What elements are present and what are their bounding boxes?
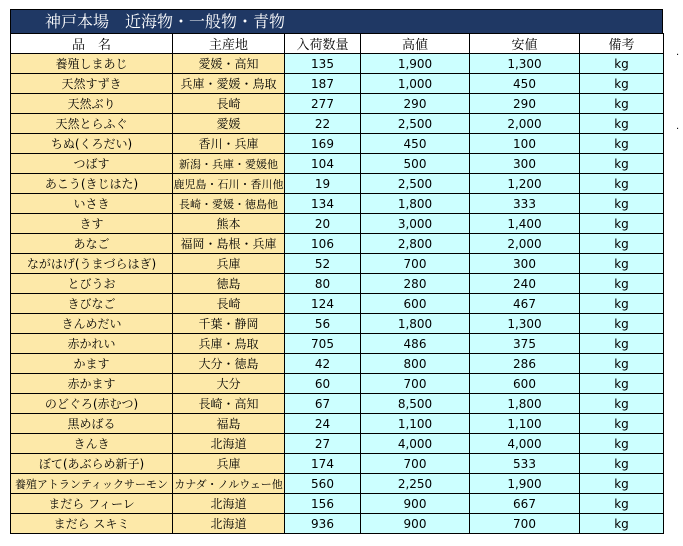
header-name: 品 名 bbox=[11, 34, 173, 54]
cell-name: まだら フィーレ bbox=[11, 494, 173, 514]
table-row bbox=[11, 274, 664, 294]
price-table bbox=[10, 33, 664, 534]
cell-low-price: 375 bbox=[470, 334, 580, 354]
cell-origin: 鹿児島・石川・香川他 bbox=[173, 174, 285, 194]
cell-quantity: 174 bbox=[285, 454, 361, 474]
cell-remarks: kg bbox=[580, 194, 664, 214]
cell-origin: 福島 bbox=[173, 414, 285, 434]
cell-quantity: 27 bbox=[285, 434, 361, 454]
cell-name: あなご bbox=[11, 234, 173, 254]
cell-low-price: 700 bbox=[470, 514, 580, 534]
cell-remarks: kg bbox=[580, 54, 664, 74]
cell-name: きんき bbox=[11, 434, 173, 454]
table-row bbox=[11, 94, 664, 114]
cell-remarks: kg bbox=[580, 494, 664, 514]
cell-quantity: 52 bbox=[285, 254, 361, 274]
table-row bbox=[11, 74, 664, 94]
table-row bbox=[11, 374, 664, 394]
side-mark: · bbox=[676, 124, 680, 135]
cell-quantity: 936 bbox=[285, 514, 361, 534]
cell-remarks: kg bbox=[580, 94, 664, 114]
cell-name: ながはげ(うまづらはぎ) bbox=[11, 254, 173, 274]
table-row bbox=[11, 294, 664, 314]
cell-high-price: 1,000 bbox=[361, 74, 470, 94]
cell-quantity: 277 bbox=[285, 94, 361, 114]
cell-name: 天然すずき bbox=[11, 74, 173, 94]
cell-high-price: 900 bbox=[361, 514, 470, 534]
cell-high-price: 900 bbox=[361, 494, 470, 514]
table-row bbox=[11, 234, 664, 254]
cell-high-price: 1,800 bbox=[361, 314, 470, 334]
header-high-price: 高値 bbox=[361, 34, 470, 54]
header-row bbox=[11, 34, 664, 54]
cell-remarks: kg bbox=[580, 454, 664, 474]
cell-name: 養殖しまあじ bbox=[11, 54, 173, 74]
cell-origin: 北海道 bbox=[173, 434, 285, 454]
cell-remarks: kg bbox=[580, 334, 664, 354]
cell-low-price: 1,300 bbox=[470, 54, 580, 74]
cell-low-price: 2,000 bbox=[470, 114, 580, 134]
cell-remarks: kg bbox=[580, 274, 664, 294]
cell-low-price: 4,000 bbox=[470, 434, 580, 454]
cell-high-price: 1,800 bbox=[361, 194, 470, 214]
table-row bbox=[11, 114, 664, 134]
table-row bbox=[11, 214, 664, 234]
cell-low-price: 2,000 bbox=[470, 234, 580, 254]
header-quantity: 入荷数量 bbox=[285, 34, 361, 54]
cell-quantity: 42 bbox=[285, 354, 361, 374]
cell-origin: 大分 bbox=[173, 374, 285, 394]
cell-high-price: 4,000 bbox=[361, 434, 470, 454]
cell-name: きんめだい bbox=[11, 314, 173, 334]
cell-low-price: 1,200 bbox=[470, 174, 580, 194]
cell-quantity: 20 bbox=[285, 214, 361, 234]
cell-origin: 愛媛・高知 bbox=[173, 54, 285, 74]
cell-remarks: kg bbox=[580, 114, 664, 134]
table-row bbox=[11, 514, 664, 534]
cell-quantity: 22 bbox=[285, 114, 361, 134]
cell-low-price: 667 bbox=[470, 494, 580, 514]
cell-quantity: 560 bbox=[285, 474, 361, 494]
cell-origin: 愛媛 bbox=[173, 114, 285, 134]
cell-low-price: 533 bbox=[470, 454, 580, 474]
cell-quantity: 134 bbox=[285, 194, 361, 214]
table-row bbox=[11, 154, 664, 174]
cell-origin: カナダ・ノルウェー他 bbox=[173, 474, 285, 494]
table-title: 神戸本場 近海物・一般物・青物 bbox=[10, 9, 663, 33]
cell-name: あこう(きじはた) bbox=[11, 174, 173, 194]
cell-quantity: 705 bbox=[285, 334, 361, 354]
cell-high-price: 500 bbox=[361, 154, 470, 174]
cell-origin: 兵庫 bbox=[173, 454, 285, 474]
table-row bbox=[11, 454, 664, 474]
cell-high-price: 2,800 bbox=[361, 234, 470, 254]
cell-origin: 長崎・高知 bbox=[173, 394, 285, 414]
cell-quantity: 60 bbox=[285, 374, 361, 394]
cell-name: まだら スキミ bbox=[11, 514, 173, 534]
header-remarks: 備考 bbox=[580, 34, 664, 54]
cell-remarks: kg bbox=[580, 434, 664, 454]
cell-remarks: kg bbox=[580, 254, 664, 274]
cell-low-price: 1,300 bbox=[470, 314, 580, 334]
cell-remarks: kg bbox=[580, 414, 664, 434]
cell-name: かます bbox=[11, 354, 173, 374]
cell-high-price: 2,250 bbox=[361, 474, 470, 494]
cell-high-price: 700 bbox=[361, 374, 470, 394]
cell-low-price: 1,400 bbox=[470, 214, 580, 234]
cell-low-price: 100 bbox=[470, 134, 580, 154]
cell-quantity: 67 bbox=[285, 394, 361, 414]
cell-name: ぼて(あぶらめ新子) bbox=[11, 454, 173, 474]
cell-low-price: 240 bbox=[470, 274, 580, 294]
cell-remarks: kg bbox=[580, 154, 664, 174]
cell-origin: 熊本 bbox=[173, 214, 285, 234]
table-row bbox=[11, 394, 664, 414]
cell-quantity: 56 bbox=[285, 314, 361, 334]
cell-high-price: 3,000 bbox=[361, 214, 470, 234]
cell-origin: 北海道 bbox=[173, 514, 285, 534]
cell-low-price: 300 bbox=[470, 254, 580, 274]
table-row bbox=[11, 194, 664, 214]
cell-remarks: kg bbox=[580, 214, 664, 234]
cell-origin: 兵庫 bbox=[173, 254, 285, 274]
cell-remarks: kg bbox=[580, 294, 664, 314]
cell-low-price: 333 bbox=[470, 194, 580, 214]
cell-name: つばす bbox=[11, 154, 173, 174]
cell-high-price: 700 bbox=[361, 254, 470, 274]
table-row bbox=[11, 254, 664, 274]
cell-remarks: kg bbox=[580, 234, 664, 254]
table-row bbox=[11, 434, 664, 454]
cell-high-price: 290 bbox=[361, 94, 470, 114]
cell-origin: 千葉・静岡 bbox=[173, 314, 285, 334]
cell-low-price: 600 bbox=[470, 374, 580, 394]
cell-quantity: 104 bbox=[285, 154, 361, 174]
table-row bbox=[11, 414, 664, 434]
header-low-price: 安値 bbox=[470, 34, 580, 54]
side-mark: · bbox=[676, 50, 680, 61]
cell-name: きびなご bbox=[11, 294, 173, 314]
cell-high-price: 486 bbox=[361, 334, 470, 354]
cell-low-price: 450 bbox=[470, 74, 580, 94]
cell-quantity: 24 bbox=[285, 414, 361, 434]
cell-quantity: 19 bbox=[285, 174, 361, 194]
cell-high-price: 800 bbox=[361, 354, 470, 374]
cell-high-price: 1,900 bbox=[361, 54, 470, 74]
cell-name: のどぐろ(赤むつ) bbox=[11, 394, 173, 414]
cell-low-price: 286 bbox=[470, 354, 580, 374]
cell-origin: 北海道 bbox=[173, 494, 285, 514]
cell-quantity: 124 bbox=[285, 294, 361, 314]
cell-remarks: kg bbox=[580, 374, 664, 394]
cell-name: 赤かれい bbox=[11, 334, 173, 354]
table-row bbox=[11, 314, 664, 334]
cell-name: 黒めばる bbox=[11, 414, 173, 434]
table-row bbox=[11, 334, 664, 354]
cell-remarks: kg bbox=[580, 134, 664, 154]
cell-remarks: kg bbox=[580, 74, 664, 94]
table-row bbox=[11, 474, 664, 494]
table-body bbox=[11, 54, 664, 534]
cell-name: 赤かます bbox=[11, 374, 173, 394]
cell-low-price: 300 bbox=[470, 154, 580, 174]
table-row bbox=[11, 174, 664, 194]
cell-high-price: 280 bbox=[361, 274, 470, 294]
cell-high-price: 2,500 bbox=[361, 114, 470, 134]
cell-name: きす bbox=[11, 214, 173, 234]
cell-origin: 長崎 bbox=[173, 94, 285, 114]
cell-remarks: kg bbox=[580, 174, 664, 194]
cell-remarks: kg bbox=[580, 394, 664, 414]
cell-high-price: 700 bbox=[361, 454, 470, 474]
cell-quantity: 106 bbox=[285, 234, 361, 254]
cell-remarks: kg bbox=[580, 314, 664, 334]
table-row bbox=[11, 354, 664, 374]
cell-low-price: 1,100 bbox=[470, 414, 580, 434]
cell-origin: 兵庫・鳥取 bbox=[173, 334, 285, 354]
cell-quantity: 135 bbox=[285, 54, 361, 74]
cell-low-price: 290 bbox=[470, 94, 580, 114]
cell-name: ちぬ(くろだい) bbox=[11, 134, 173, 154]
cell-origin: 大分・徳島 bbox=[173, 354, 285, 374]
cell-origin: 香川・兵庫 bbox=[173, 134, 285, 154]
cell-high-price: 600 bbox=[361, 294, 470, 314]
cell-origin: 兵庫・愛媛・鳥取 bbox=[173, 74, 285, 94]
cell-origin: 福岡・島根・兵庫 bbox=[173, 234, 285, 254]
cell-remarks: kg bbox=[580, 514, 664, 534]
cell-low-price: 1,800 bbox=[470, 394, 580, 414]
cell-quantity: 156 bbox=[285, 494, 361, 514]
cell-remarks: kg bbox=[580, 354, 664, 374]
cell-high-price: 8,500 bbox=[361, 394, 470, 414]
cell-high-price: 1,100 bbox=[361, 414, 470, 434]
price-table-container bbox=[10, 9, 664, 534]
table-row bbox=[11, 494, 664, 514]
cell-name: とびうお bbox=[11, 274, 173, 294]
header-origin: 主産地 bbox=[173, 34, 285, 54]
cell-low-price: 467 bbox=[470, 294, 580, 314]
cell-name: 養殖アトランティックサーモン bbox=[11, 474, 173, 494]
cell-quantity: 187 bbox=[285, 74, 361, 94]
cell-name: いさき bbox=[11, 194, 173, 214]
cell-origin: 長崎 bbox=[173, 294, 285, 314]
cell-origin: 新潟・兵庫・愛媛他 bbox=[173, 154, 285, 174]
cell-remarks: kg bbox=[580, 474, 664, 494]
cell-name: 天然ぶり bbox=[11, 94, 173, 114]
cell-origin: 徳島 bbox=[173, 274, 285, 294]
table-row bbox=[11, 134, 664, 154]
cell-quantity: 80 bbox=[285, 274, 361, 294]
cell-high-price: 450 bbox=[361, 134, 470, 154]
cell-high-price: 2,500 bbox=[361, 174, 470, 194]
cell-low-price: 1,900 bbox=[470, 474, 580, 494]
table-row bbox=[11, 54, 664, 74]
cell-quantity: 169 bbox=[285, 134, 361, 154]
cell-origin: 長崎・愛媛・徳島他 bbox=[173, 194, 285, 214]
cell-name: 天然とらふぐ bbox=[11, 114, 173, 134]
